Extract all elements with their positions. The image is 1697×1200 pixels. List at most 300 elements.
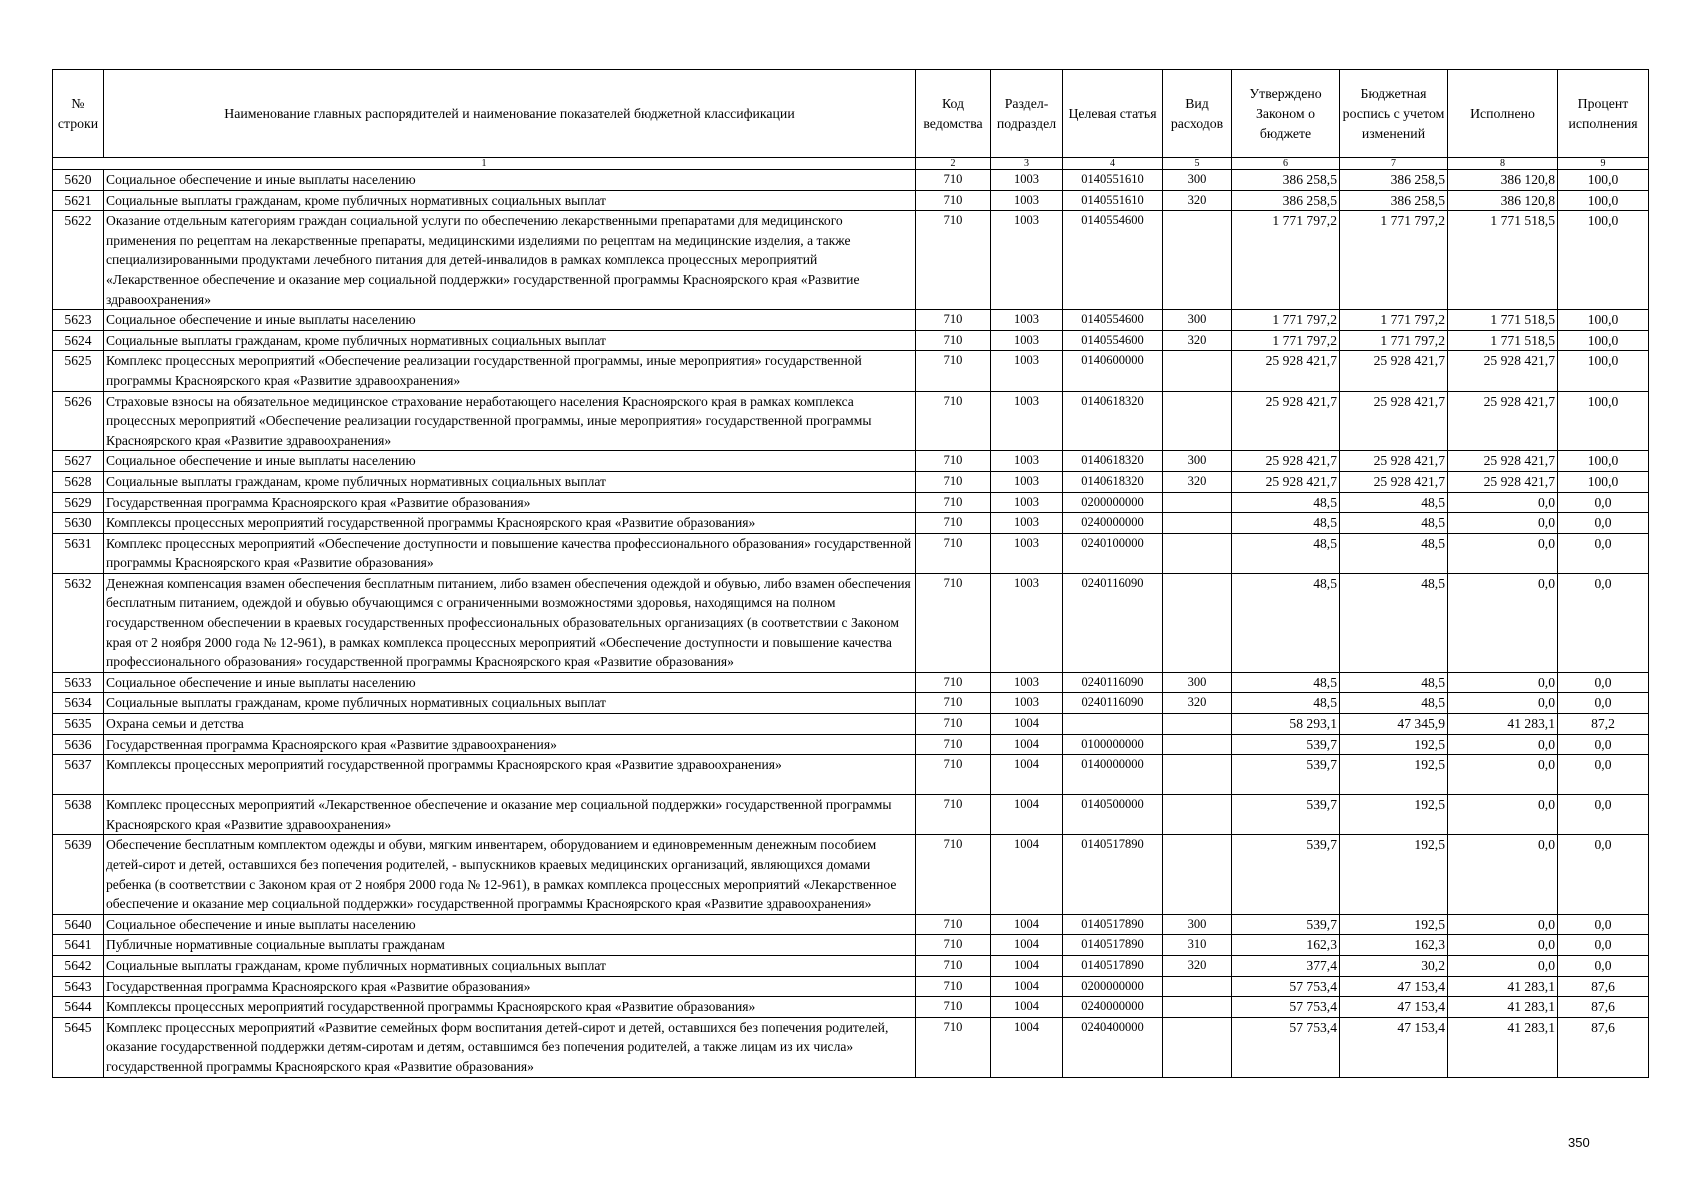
table-row bbox=[53, 170, 1649, 191]
dept-code: 710 bbox=[916, 573, 991, 672]
budget-amount: 48,5 bbox=[1340, 672, 1448, 693]
row-number: 5632 bbox=[53, 573, 104, 672]
table-row bbox=[53, 914, 1649, 935]
table-row bbox=[53, 471, 1649, 492]
item-name: Охрана семьи и детства bbox=[104, 714, 916, 735]
execution-percent: 87,6 bbox=[1558, 1017, 1649, 1077]
budget-amount: 25 928 421,7 bbox=[1340, 451, 1448, 472]
approved-amount: 58 293,1 bbox=[1232, 714, 1340, 735]
header-section: Раздел-подраздел bbox=[991, 70, 1063, 158]
execution-percent: 0,0 bbox=[1558, 573, 1649, 672]
dept-code: 710 bbox=[916, 795, 991, 835]
target-article: 0140500000 bbox=[1063, 795, 1163, 835]
expense-kind bbox=[1163, 513, 1232, 534]
row-number: 5629 bbox=[53, 492, 104, 513]
table-row bbox=[53, 211, 1649, 310]
expense-kind: 320 bbox=[1163, 955, 1232, 976]
execution-percent: 87,6 bbox=[1558, 976, 1649, 997]
budget-amount: 192,5 bbox=[1340, 755, 1448, 795]
section-code: 1003 bbox=[991, 190, 1063, 211]
section-code: 1003 bbox=[991, 211, 1063, 310]
row-number: 5642 bbox=[53, 955, 104, 976]
approved-amount: 539,7 bbox=[1232, 755, 1340, 795]
dept-code: 710 bbox=[916, 451, 991, 472]
execution-percent: 0,0 bbox=[1558, 795, 1649, 835]
item-name: Государственная программа Красноярского края «Развитие образования» bbox=[104, 976, 916, 997]
header-percent: Процент исполнения bbox=[1558, 70, 1649, 158]
target-article: 0140554600 bbox=[1063, 211, 1163, 310]
budget-amount: 192,5 bbox=[1340, 795, 1448, 835]
budget-amount: 47 153,4 bbox=[1340, 1017, 1448, 1077]
row-number: 5638 bbox=[53, 795, 104, 835]
table-row bbox=[53, 997, 1649, 1018]
item-name: Денежная компенсация взамен обеспечения бесплатным питанием, либо взамен обеспечения одеждой и обувью, либо взамен обеспечения бесплатным питанием, одеждой и обувью обучающимся с ограниченными возможностями здоровья, находящимся на полном государственном обеспечении в краевых государственных профессиональных образовательных организациях (в соответствии с Законом края от 2 ноября 2000 года № 12-961), в рамках комплекса процессных мероприятий «Обеспечение доступности и повышение качества профессионального образования» государственной программы Красноярского края «Развитие образования» bbox=[104, 573, 916, 672]
expense-kind bbox=[1163, 211, 1232, 310]
target-article: 0240116090 bbox=[1063, 672, 1163, 693]
target-article: 0240000000 bbox=[1063, 513, 1163, 534]
target-article: 0240116090 bbox=[1063, 573, 1163, 672]
approved-amount: 386 258,5 bbox=[1232, 170, 1340, 191]
execution-percent: 0,0 bbox=[1558, 835, 1649, 914]
executed-amount: 0,0 bbox=[1448, 914, 1558, 935]
header-row bbox=[53, 70, 1649, 158]
section-code: 1004 bbox=[991, 976, 1063, 997]
row-number: 5624 bbox=[53, 330, 104, 351]
target-article: 0100000000 bbox=[1063, 734, 1163, 755]
executed-amount: 0,0 bbox=[1448, 935, 1558, 956]
budget-amount: 48,5 bbox=[1340, 693, 1448, 714]
item-name: Комплекс процессных мероприятий «Лекарственное обеспечение и оказание мер социальной поддержки» государственной программы Красноярского края «Развитие здравоохранения» bbox=[104, 795, 916, 835]
budget-amount: 48,5 bbox=[1340, 513, 1448, 534]
item-name: Комплекс процессных мероприятий «Обеспечение доступности и повышение качества профессионального образования» государственной программы Красноярского края «Развитие образования» bbox=[104, 533, 916, 573]
executed-amount: 0,0 bbox=[1448, 835, 1558, 914]
table-row bbox=[53, 795, 1649, 835]
table-row bbox=[53, 935, 1649, 956]
item-name: Обеспечение бесплатным комплектом одежды и обуви, мягким инвентарем, оборудованием и единовременным денежным пособием детей-сирот и детей, оставшихся без попечения родителей, - выпускников краевых медицинских организаций, являющихся домами ребенка (в соответствии с Законом края от 2 ноября 2000 года № 12-961), в рамках комплекса процессных мероприятий «Лекарственное обеспечение и оказание мер социальной поддержки» государственной программы Красноярского края «Развитие здравоохранения» bbox=[104, 835, 916, 914]
table-row bbox=[53, 835, 1649, 914]
expense-kind bbox=[1163, 976, 1232, 997]
budget-amount: 192,5 bbox=[1340, 835, 1448, 914]
dept-code: 710 bbox=[916, 533, 991, 573]
section-code: 1004 bbox=[991, 734, 1063, 755]
executed-amount: 41 283,1 bbox=[1448, 976, 1558, 997]
expense-kind bbox=[1163, 573, 1232, 672]
item-name: Комплекс процессных мероприятий «Развитие семейных форм воспитания детей-сирот и детей, оставшихся без попечения родителей, оказание государственной поддержки детям-сиротам и детям, оставшимся без попечения родителей, а также лицам из их числа» государственной программы Красноярского края «Развитие образования» bbox=[104, 1017, 916, 1077]
budget-amount: 30,2 bbox=[1340, 955, 1448, 976]
row-number: 5625 bbox=[53, 351, 104, 391]
budget-amount: 162,3 bbox=[1340, 935, 1448, 956]
expense-kind: 320 bbox=[1163, 693, 1232, 714]
target-article: 0140551610 bbox=[1063, 170, 1163, 191]
executed-amount: 25 928 421,7 bbox=[1448, 451, 1558, 472]
dept-code: 710 bbox=[916, 835, 991, 914]
approved-amount: 57 753,4 bbox=[1232, 997, 1340, 1018]
header-dept-code: Код ведомства bbox=[916, 70, 991, 158]
approved-amount: 1 771 797,2 bbox=[1232, 211, 1340, 310]
target-article: 0140618320 bbox=[1063, 451, 1163, 472]
dept-code: 710 bbox=[916, 330, 991, 351]
item-name: Комплексы процессных мероприятий государственной программы Красноярского края «Развитие образования» bbox=[104, 997, 916, 1018]
execution-percent: 0,0 bbox=[1558, 533, 1649, 573]
approved-amount: 48,5 bbox=[1232, 513, 1340, 534]
approved-amount: 1 771 797,2 bbox=[1232, 330, 1340, 351]
budget-amount: 192,5 bbox=[1340, 914, 1448, 935]
dept-code: 710 bbox=[916, 471, 991, 492]
expense-kind: 300 bbox=[1163, 310, 1232, 331]
row-number: 5630 bbox=[53, 513, 104, 534]
executed-amount: 41 283,1 bbox=[1448, 997, 1558, 1018]
target-article: 0140618320 bbox=[1063, 471, 1163, 492]
budget-amount: 1 771 797,2 bbox=[1340, 310, 1448, 331]
table-row bbox=[53, 513, 1649, 534]
executed-amount: 1 771 518,5 bbox=[1448, 211, 1558, 310]
item-name: Публичные нормативные социальные выплаты гражданам bbox=[104, 935, 916, 956]
execution-percent: 0,0 bbox=[1558, 935, 1649, 956]
approved-amount: 539,7 bbox=[1232, 914, 1340, 935]
expense-kind bbox=[1163, 492, 1232, 513]
table-row bbox=[53, 734, 1649, 755]
expense-kind bbox=[1163, 533, 1232, 573]
header-approved: Утверждено Законом о бюджете bbox=[1232, 70, 1340, 158]
budget-amount: 47 153,4 bbox=[1340, 976, 1448, 997]
item-name: Социальные выплаты гражданам, кроме публичных нормативных социальных выплат bbox=[104, 955, 916, 976]
header-executed: Исполнено bbox=[1448, 70, 1558, 158]
section-code: 1004 bbox=[991, 1017, 1063, 1077]
approved-amount: 25 928 421,7 bbox=[1232, 471, 1340, 492]
budget-amount: 1 771 797,2 bbox=[1340, 330, 1448, 351]
target-article: 0240116090 bbox=[1063, 693, 1163, 714]
row-number: 5622 bbox=[53, 211, 104, 310]
approved-amount: 25 928 421,7 bbox=[1232, 351, 1340, 391]
budget-amount: 47 345,9 bbox=[1340, 714, 1448, 735]
expense-kind: 300 bbox=[1163, 672, 1232, 693]
execution-percent: 87,2 bbox=[1558, 714, 1649, 735]
section-code: 1003 bbox=[991, 391, 1063, 451]
expense-kind bbox=[1163, 795, 1232, 835]
executed-amount: 0,0 bbox=[1448, 492, 1558, 513]
header-expense-kind: Вид расходов bbox=[1163, 70, 1232, 158]
dept-code: 710 bbox=[916, 755, 991, 795]
executed-amount: 386 120,8 bbox=[1448, 190, 1558, 211]
budget-amount: 25 928 421,7 bbox=[1340, 471, 1448, 492]
dept-code: 710 bbox=[916, 935, 991, 956]
table-row bbox=[53, 1017, 1649, 1077]
dept-code: 710 bbox=[916, 914, 991, 935]
table-row bbox=[53, 714, 1649, 735]
column-number: 2 bbox=[916, 158, 991, 170]
target-article: 0140554600 bbox=[1063, 330, 1163, 351]
section-code: 1003 bbox=[991, 170, 1063, 191]
approved-amount: 377,4 bbox=[1232, 955, 1340, 976]
approved-amount: 25 928 421,7 bbox=[1232, 391, 1340, 451]
execution-percent: 0,0 bbox=[1558, 914, 1649, 935]
executed-amount: 0,0 bbox=[1448, 513, 1558, 534]
target-article: 0140618320 bbox=[1063, 391, 1163, 451]
column-number: 6 bbox=[1232, 158, 1340, 170]
dept-code: 710 bbox=[916, 351, 991, 391]
row-number: 5634 bbox=[53, 693, 104, 714]
approved-amount: 386 258,5 bbox=[1232, 190, 1340, 211]
row-number: 5635 bbox=[53, 714, 104, 735]
execution-percent: 100,0 bbox=[1558, 170, 1649, 191]
table-row bbox=[53, 310, 1649, 331]
approved-amount: 539,7 bbox=[1232, 734, 1340, 755]
target-article: 0140517890 bbox=[1063, 955, 1163, 976]
item-name: Комплекс процессных мероприятий «Обеспечение реализации государственной программы, иные мероприятия» государственной программы Красноярского края «Развитие здравоохранения» bbox=[104, 351, 916, 391]
execution-percent: 100,0 bbox=[1558, 330, 1649, 351]
target-article: 0200000000 bbox=[1063, 492, 1163, 513]
executed-amount: 25 928 421,7 bbox=[1448, 391, 1558, 451]
table-row bbox=[53, 955, 1649, 976]
column-number: 9 bbox=[1558, 158, 1649, 170]
dept-code: 710 bbox=[916, 672, 991, 693]
table-row bbox=[53, 672, 1649, 693]
budget-amount: 48,5 bbox=[1340, 533, 1448, 573]
column-number: 4 bbox=[1063, 158, 1163, 170]
target-article: 0240100000 bbox=[1063, 533, 1163, 573]
executed-amount: 386 120,8 bbox=[1448, 170, 1558, 191]
item-name: Социальное обеспечение и иные выплаты населению bbox=[104, 914, 916, 935]
table-row bbox=[53, 492, 1649, 513]
approved-amount: 48,5 bbox=[1232, 672, 1340, 693]
budget-execution-table bbox=[52, 69, 1649, 1078]
section-code: 1003 bbox=[991, 513, 1063, 534]
dept-code: 710 bbox=[916, 513, 991, 534]
expense-kind: 310 bbox=[1163, 935, 1232, 956]
execution-percent: 100,0 bbox=[1558, 391, 1649, 451]
target-article: 0140517890 bbox=[1063, 914, 1163, 935]
section-code: 1004 bbox=[991, 955, 1063, 976]
target-article: 0140600000 bbox=[1063, 351, 1163, 391]
execution-percent: 100,0 bbox=[1558, 451, 1649, 472]
table-row bbox=[53, 451, 1649, 472]
header-target-article: Целевая статья bbox=[1063, 70, 1163, 158]
execution-percent: 0,0 bbox=[1558, 955, 1649, 976]
execution-percent: 100,0 bbox=[1558, 190, 1649, 211]
execution-percent: 0,0 bbox=[1558, 672, 1649, 693]
item-name: Социальное обеспечение и иные выплаты населению bbox=[104, 672, 916, 693]
approved-amount: 25 928 421,7 bbox=[1232, 451, 1340, 472]
header-budget-schedule: Бюджетная роспись с учетом изменений bbox=[1340, 70, 1448, 158]
item-name: Государственная программа Красноярского края «Развитие образования» bbox=[104, 492, 916, 513]
expense-kind bbox=[1163, 714, 1232, 735]
approved-amount: 48,5 bbox=[1232, 573, 1340, 672]
dept-code: 710 bbox=[916, 955, 991, 976]
row-number: 5623 bbox=[53, 310, 104, 331]
section-code: 1003 bbox=[991, 693, 1063, 714]
approved-amount: 57 753,4 bbox=[1232, 1017, 1340, 1077]
header-row-number: № строки bbox=[53, 70, 104, 158]
table-body bbox=[53, 170, 1649, 1078]
executed-amount: 0,0 bbox=[1448, 734, 1558, 755]
expense-kind bbox=[1163, 391, 1232, 451]
execution-percent: 0,0 bbox=[1558, 734, 1649, 755]
executed-amount: 0,0 bbox=[1448, 755, 1558, 795]
section-code: 1003 bbox=[991, 573, 1063, 672]
budget-amount: 47 153,4 bbox=[1340, 997, 1448, 1018]
execution-percent: 0,0 bbox=[1558, 513, 1649, 534]
dept-code: 710 bbox=[916, 310, 991, 331]
approved-amount: 162,3 bbox=[1232, 935, 1340, 956]
expense-kind: 300 bbox=[1163, 170, 1232, 191]
expense-kind bbox=[1163, 734, 1232, 755]
section-code: 1004 bbox=[991, 755, 1063, 795]
dept-code: 710 bbox=[916, 170, 991, 191]
dept-code: 710 bbox=[916, 211, 991, 310]
execution-percent: 100,0 bbox=[1558, 310, 1649, 331]
item-name: Социальные выплаты гражданам, кроме публичных нормативных социальных выплат bbox=[104, 693, 916, 714]
approved-amount: 48,5 bbox=[1232, 492, 1340, 513]
target-article: 0140000000 bbox=[1063, 755, 1163, 795]
row-number: 5620 bbox=[53, 170, 104, 191]
section-code: 1004 bbox=[991, 914, 1063, 935]
item-name: Социальное обеспечение и иные выплаты населению bbox=[104, 310, 916, 331]
budget-amount: 25 928 421,7 bbox=[1340, 391, 1448, 451]
section-code: 1003 bbox=[991, 492, 1063, 513]
item-name: Комплексы процессных мероприятий государственной программы Красноярского края «Развитие здравоохранения» bbox=[104, 755, 916, 795]
target-article: 0240400000 bbox=[1063, 1017, 1163, 1077]
row-number: 5626 bbox=[53, 391, 104, 451]
row-number: 5628 bbox=[53, 471, 104, 492]
approved-amount: 539,7 bbox=[1232, 795, 1340, 835]
target-article: 0140517890 bbox=[1063, 835, 1163, 914]
dept-code: 710 bbox=[916, 190, 991, 211]
expense-kind bbox=[1163, 755, 1232, 795]
dept-code: 710 bbox=[916, 714, 991, 735]
section-code: 1003 bbox=[991, 533, 1063, 573]
dept-code: 710 bbox=[916, 997, 991, 1018]
execution-percent: 100,0 bbox=[1558, 471, 1649, 492]
table-row bbox=[53, 573, 1649, 672]
table-row bbox=[53, 693, 1649, 714]
executed-amount: 0,0 bbox=[1448, 672, 1558, 693]
target-article: 0140517890 bbox=[1063, 935, 1163, 956]
section-code: 1004 bbox=[991, 835, 1063, 914]
item-name: Социальные выплаты гражданам, кроме публичных нормативных социальных выплат bbox=[104, 190, 916, 211]
column-number: 5 bbox=[1163, 158, 1232, 170]
item-name: Государственная программа Красноярского края «Развитие здравоохранения» bbox=[104, 734, 916, 755]
approved-amount: 57 753,4 bbox=[1232, 976, 1340, 997]
expense-kind bbox=[1163, 835, 1232, 914]
execution-percent: 0,0 bbox=[1558, 755, 1649, 795]
target-article: 0140554600 bbox=[1063, 310, 1163, 331]
expense-kind bbox=[1163, 351, 1232, 391]
section-code: 1004 bbox=[991, 997, 1063, 1018]
row-number: 5627 bbox=[53, 451, 104, 472]
column-number-row bbox=[53, 158, 1649, 170]
approved-amount: 48,5 bbox=[1232, 533, 1340, 573]
execution-percent: 100,0 bbox=[1558, 351, 1649, 391]
execution-percent: 0,0 bbox=[1558, 492, 1649, 513]
approved-amount: 539,7 bbox=[1232, 835, 1340, 914]
executed-amount: 41 283,1 bbox=[1448, 714, 1558, 735]
expense-kind bbox=[1163, 1017, 1232, 1077]
section-code: 1004 bbox=[991, 714, 1063, 735]
row-number: 5641 bbox=[53, 935, 104, 956]
header-name: Наименование главных распорядителей и наименование показателей бюджетной классификации bbox=[104, 70, 916, 158]
target-article: 0200000000 bbox=[1063, 976, 1163, 997]
budget-amount: 192,5 bbox=[1340, 734, 1448, 755]
executed-amount: 0,0 bbox=[1448, 533, 1558, 573]
budget-amount: 386 258,5 bbox=[1340, 190, 1448, 211]
column-number: 3 bbox=[991, 158, 1063, 170]
section-code: 1003 bbox=[991, 471, 1063, 492]
budget-amount: 386 258,5 bbox=[1340, 170, 1448, 191]
table-row bbox=[53, 351, 1649, 391]
row-number: 5621 bbox=[53, 190, 104, 211]
column-number: 8 bbox=[1448, 158, 1558, 170]
executed-amount: 0,0 bbox=[1448, 955, 1558, 976]
row-number: 5643 bbox=[53, 976, 104, 997]
budget-amount: 48,5 bbox=[1340, 573, 1448, 672]
expense-kind: 320 bbox=[1163, 190, 1232, 211]
expense-kind: 320 bbox=[1163, 330, 1232, 351]
section-code: 1003 bbox=[991, 672, 1063, 693]
approved-amount: 48,5 bbox=[1232, 693, 1340, 714]
budget-amount: 25 928 421,7 bbox=[1340, 351, 1448, 391]
row-number: 5644 bbox=[53, 997, 104, 1018]
item-name: Страховые взносы на обязательное медицинское страхование неработающего населения Красноярского края в рамках комплекса процессных мероприятий «Обеспечение реализации государственной программы, иные мероприятия» государственной программы Красноярского края «Развитие здравоохранения» bbox=[104, 391, 916, 451]
row-number: 5640 bbox=[53, 914, 104, 935]
executed-amount: 0,0 bbox=[1448, 693, 1558, 714]
execution-percent: 87,6 bbox=[1558, 997, 1649, 1018]
executed-amount: 25 928 421,7 bbox=[1448, 471, 1558, 492]
budget-amount: 1 771 797,2 bbox=[1340, 211, 1448, 310]
column-number: 1 bbox=[53, 158, 916, 170]
row-number: 5636 bbox=[53, 734, 104, 755]
item-name: Социальные выплаты гражданам, кроме публичных нормативных социальных выплат bbox=[104, 471, 916, 492]
dept-code: 710 bbox=[916, 492, 991, 513]
section-code: 1003 bbox=[991, 451, 1063, 472]
table-row bbox=[53, 190, 1649, 211]
dept-code: 710 bbox=[916, 976, 991, 997]
executed-amount: 1 771 518,5 bbox=[1448, 310, 1558, 331]
executed-amount: 0,0 bbox=[1448, 573, 1558, 672]
item-name: Оказание отдельным категориям граждан социальной услуги по обеспечению лекарственными препаратами для медицинского применения по рецептам на лекарственные препараты, медицинскими изделиями по рецептам на медицинские изделия, а также специализированными продуктами лечебного питания для детей-инвалидов в рамках комплекса процессных мероприятий «Лекарственное обеспечение и оказание мер социальной поддержки» государственной программы Красноярского края «Развитие здравоохранения» bbox=[104, 211, 916, 310]
section-code: 1003 bbox=[991, 310, 1063, 331]
target-article: 0240000000 bbox=[1063, 997, 1163, 1018]
budget-amount: 48,5 bbox=[1340, 492, 1448, 513]
execution-percent: 100,0 bbox=[1558, 211, 1649, 310]
row-number: 5631 bbox=[53, 533, 104, 573]
section-code: 1003 bbox=[991, 330, 1063, 351]
dept-code: 710 bbox=[916, 1017, 991, 1077]
expense-kind: 300 bbox=[1163, 451, 1232, 472]
target-article: 0140551610 bbox=[1063, 190, 1163, 211]
row-number: 5637 bbox=[53, 755, 104, 795]
dept-code: 710 bbox=[916, 734, 991, 755]
table-row bbox=[53, 533, 1649, 573]
target-article bbox=[1063, 714, 1163, 735]
expense-kind bbox=[1163, 997, 1232, 1018]
section-code: 1004 bbox=[991, 935, 1063, 956]
dept-code: 710 bbox=[916, 693, 991, 714]
section-code: 1003 bbox=[991, 351, 1063, 391]
table-row bbox=[53, 330, 1649, 351]
executed-amount: 41 283,1 bbox=[1448, 1017, 1558, 1077]
column-number: 7 bbox=[1340, 158, 1448, 170]
item-name: Социальные выплаты гражданам, кроме публичных нормативных социальных выплат bbox=[104, 330, 916, 351]
table-row bbox=[53, 755, 1649, 795]
expense-kind: 300 bbox=[1163, 914, 1232, 935]
row-number: 5639 bbox=[53, 835, 104, 914]
row-number: 5633 bbox=[53, 672, 104, 693]
item-name: Комплексы процессных мероприятий государственной программы Красноярского края «Развитие образования» bbox=[104, 513, 916, 534]
row-number: 5645 bbox=[53, 1017, 104, 1077]
item-name: Социальное обеспечение и иные выплаты населению bbox=[104, 170, 916, 191]
execution-percent: 0,0 bbox=[1558, 693, 1649, 714]
table-row bbox=[53, 976, 1649, 997]
